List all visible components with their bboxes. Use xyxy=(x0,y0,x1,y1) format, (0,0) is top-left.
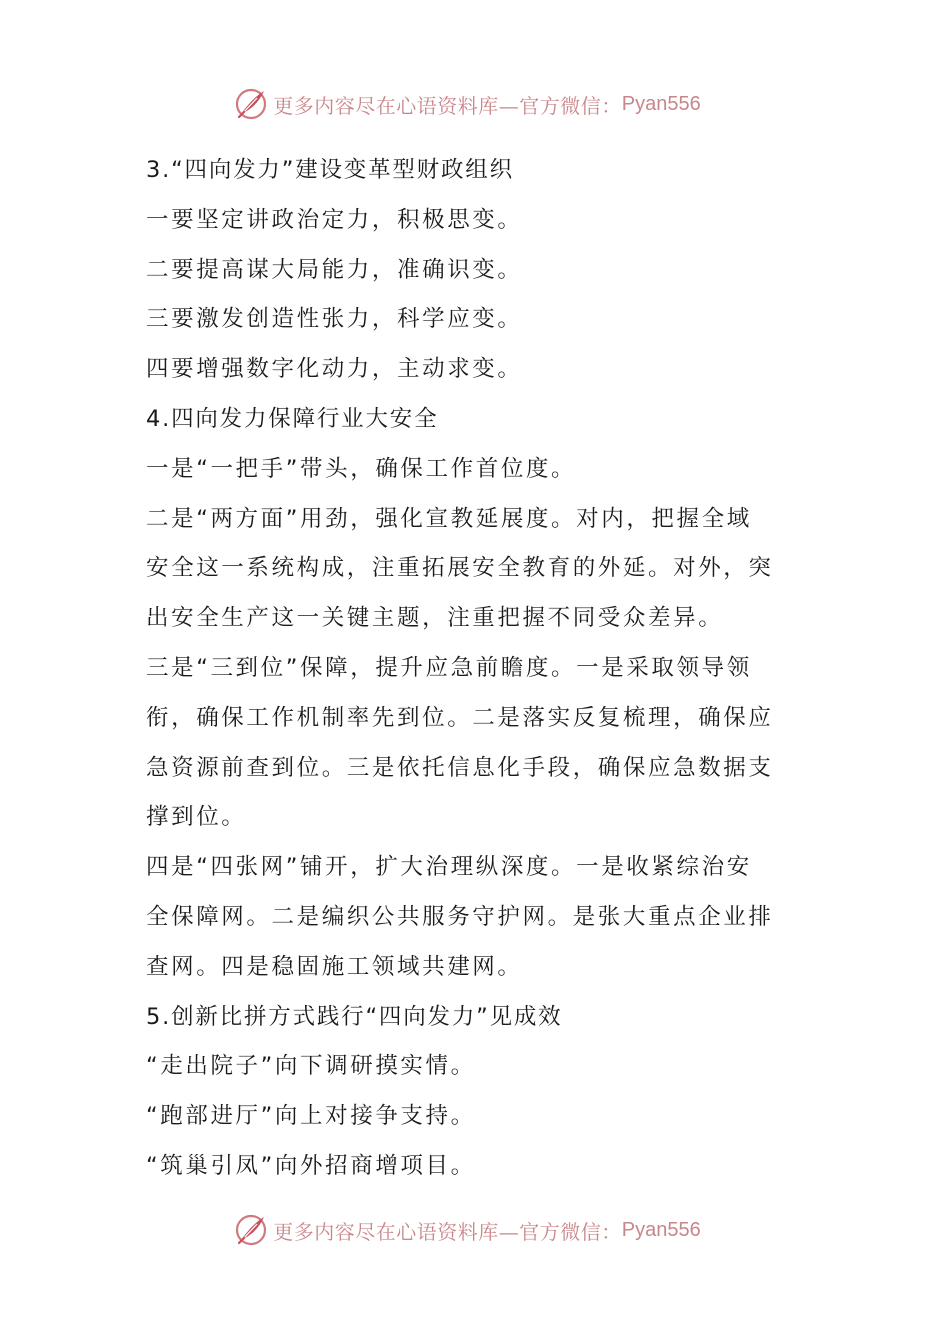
paragraph-line: 全保障网。二是编织公共服务守护网。是张大重点企业排 xyxy=(146,903,774,930)
paragraph-line: 一要坚定讲政治定力，积极思变。 xyxy=(146,206,523,233)
quill-logo-icon xyxy=(233,86,269,122)
paragraph-line: 三要激发创造性张力，科学应变。 xyxy=(146,306,523,333)
watermark-text: 更多内容尽在心语资料库—官方微信： xyxy=(273,93,622,118)
document-body xyxy=(146,146,806,1192)
section-heading-5: 5.创新比拼方式践行“四向发力”见成效 xyxy=(146,1003,563,1030)
paragraph-line: “筑巢引凤”向外招商增项目。 xyxy=(146,1152,476,1179)
section-heading-4: 4.四向发力保障行业大安全 xyxy=(146,405,439,432)
watermark-wechat-id: Pyan556 xyxy=(621,92,701,115)
section-heading-3: 3.“四向发力”建设变革型财政组织 xyxy=(146,157,514,183)
paragraph-line: “走出院子”向下调研摸实情。 xyxy=(146,1053,476,1080)
paragraph-line: 出安全生产这一关键主题，注重把握不同受众差异。 xyxy=(146,605,724,632)
paragraph-line: 查网。四是稳固施工领域共建网。 xyxy=(146,953,523,980)
paragraph-line: 安全这一系统构成，注重拓展安全教育的外延。对外，突 xyxy=(146,555,774,582)
paragraph-line: “跑部进厅”向上对接争支持。 xyxy=(146,1103,476,1130)
footer-watermark xyxy=(0,1210,950,1250)
paragraph-line: 一是“一把手”带头，确保工作首位度。 xyxy=(146,455,577,482)
paragraph-line: 三是“三到位”保障，提升应急前瞻度。一是采取领导领 xyxy=(146,654,752,681)
paragraph-line: 四要增强数字化动力，主动求变。 xyxy=(146,356,523,383)
watermark-text: 更多内容尽在心语资料库—官方微信： xyxy=(273,1219,622,1244)
header-watermark xyxy=(0,84,950,124)
paragraph-line: 二是“两方面”用劲，强化宣教延展度。对内，把握全域 xyxy=(146,505,752,532)
paragraph-line: 衔，确保工作机制率先到位。二是落实反复梳理，确保应 xyxy=(146,704,774,731)
paragraph-line: 二要提高谋大局能力，准确识变。 xyxy=(146,256,523,283)
watermark-wechat-id: Pyan556 xyxy=(621,1218,701,1241)
quill-logo-icon xyxy=(233,1212,269,1248)
paragraph-line: 四是“四张网”铺开，扩大治理纵深度。一是收紧综治安 xyxy=(146,854,752,881)
paragraph-line: 急资源前查到位。三是依托信息化手段，确保应急数据支 xyxy=(146,754,774,781)
paragraph-line: 撑到位。 xyxy=(146,804,247,831)
